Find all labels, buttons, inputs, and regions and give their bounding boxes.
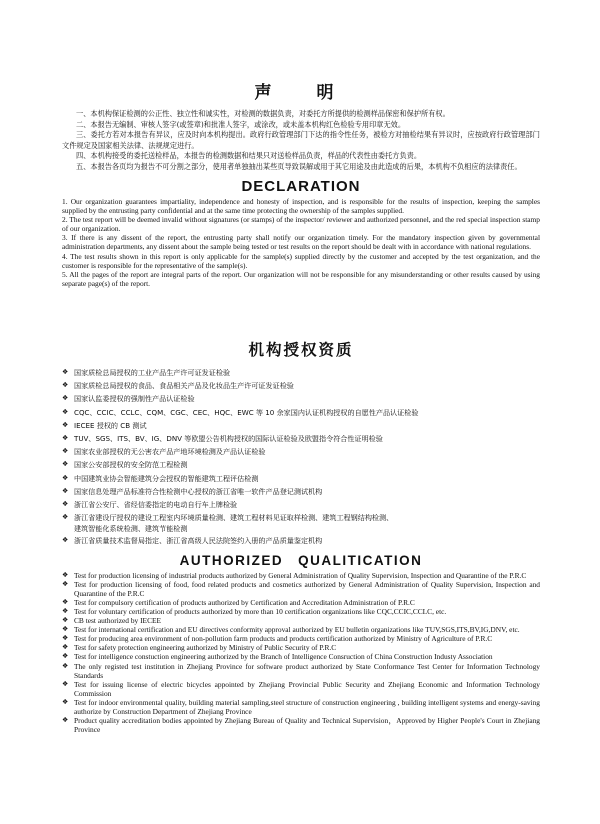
authorization-item (62, 625, 540, 634)
authorization-item (62, 498, 540, 511)
declaration-en-paragraph: 5. All the pages of the report are integral parts of the report. Our organization will not be responsible for any misunderstanding or other results caused by using separate page(s) of the report. (62, 269, 540, 288)
authorization-item (62, 598, 540, 607)
authorization-item-text: 国家信息处理产品标准符合性检测中心授权的浙江省唯一软件产品登记测试机构 (74, 486, 323, 496)
declaration-en-paragraph: 2. The test report will be deemed invalid without signatures (or stamps) of the inspector/ reviewer and authorized personnel, and the red special inspection stamp of our organization. (62, 215, 540, 234)
authorization-item-text: Test for voluntary certification of products authorized by more than 10 certification organizations like CQC,CCIC,CCLC, etc. (74, 606, 447, 616)
declaration-en-paragraph: 1. Our organization guarantees impartiality, independence and honesty of inspection, and is responsible for the results of inspection, keeping the samples supplied by the entrusting party confidential and at the same time protecting the ownership of the samples supplied. (62, 197, 540, 216)
authorization-item-text: Product quality accreditation bodies appointed by Zhejiang Bureau of Quality and Technical Supervision，Approved by Higher People's Court in Zhejiang Province (74, 716, 540, 735)
authorization-item (62, 432, 540, 445)
declaration-cn-paragraph: 一、本机构保证检测的公正性、独立性和诚实性，对检测的数据负责，对委托方所提供的检测样品保密和保护所有权。 (76, 109, 450, 118)
authorization-item-text: 国家公安部授权的安全防范工程检测 (74, 460, 188, 470)
authorization-cn-title: 机构授权资质 (248, 340, 354, 359)
declaration-cn-paragraph: 四、本机构接受的委托送检样品，本报告的检测数据和结果只对送检样品负责，样品的代表性由委托方负责。 (76, 151, 422, 160)
diamond-bullet-icon: ❖ (62, 597, 69, 606)
diamond-bullet-icon: ❖ (62, 697, 69, 706)
authorization-item-text: Test for safety protection engineering authorized by Ministry of Public Security of P.R.C (74, 643, 337, 653)
authorization-item (62, 680, 540, 698)
authorization-item (62, 511, 540, 524)
diamond-bullet-icon: ❖ (62, 407, 69, 416)
authorization-cn-list (62, 366, 540, 548)
diamond-bullet-icon: ❖ (62, 447, 69, 456)
authorization-item-text: 国家农业部授权的无公害农产品产地环境检测及产品认证检验 (74, 447, 266, 457)
authorization-en-list (62, 571, 540, 735)
authorization-item-text: IECEE 授权的 CB 测试 (74, 420, 147, 430)
authorization-item-text: 国家质检总局授权的工业产品生产许可证发证检验 (74, 367, 231, 377)
diamond-bullet-icon: ❖ (62, 661, 69, 670)
authorization-item-text: Test for producing area environment of non-pollution farm products and products certification authorized by Ministry of Agriculture of P.R.C (74, 634, 493, 644)
diamond-bullet-icon: ❖ (62, 625, 69, 634)
authorization-item (62, 571, 540, 580)
authorization-item-text: Test for intelligence constuction engineering authorized by the Branch of Intelligence Consruction of China Construction Industy Association (74, 652, 493, 662)
authorization-item-continuation: 建筑智能化系统检测、建筑节能检测 (74, 524, 188, 534)
diamond-bullet-icon: ❖ (62, 499, 69, 508)
authorization-item (62, 485, 540, 498)
declaration-en-body (62, 197, 540, 288)
declaration-cn-body (62, 109, 540, 172)
authorization-item (62, 643, 540, 652)
authorization-item (62, 419, 540, 432)
diamond-bullet-icon: ❖ (62, 634, 69, 643)
declaration-cn-paragraph: 三、委托方若对本报告有异议，应及时向本机构提出。政府行政管理部门下达的指令性任务，被检方对抽检结果有异议时，应按政府行政管理部门文件规定及国家相关法律、法规规定进行。 (62, 130, 540, 150)
diamond-bullet-icon: ❖ (62, 513, 69, 522)
authorization-item (62, 698, 540, 716)
declaration-cn-paragraph: 五、本报告各页均为报告不可分割之部分，使用者单独抽出某些页导致误解或用于其它用途及由此造成的后果，本机构不负相应的法律责任。 (76, 161, 522, 171)
authorization-item (62, 652, 540, 661)
diamond-bullet-icon: ❖ (62, 679, 69, 688)
authorization-item (62, 406, 540, 419)
diamond-bullet-icon: ❖ (62, 616, 69, 625)
authorization-item-text: 中国建筑业协会智能建筑分会授权的智能建筑工程评估检测 (74, 473, 259, 483)
declaration-cn-title: 声 明 (254, 83, 348, 103)
authorization-item-text: 浙江省建设厅授权的建设工程室内环境质量检测、建筑工程材料见证取样检测、建筑工程钢结构检测、 (74, 513, 394, 523)
authorization-item (62, 634, 540, 643)
authorization-item (62, 607, 540, 616)
diamond-bullet-icon: ❖ (62, 652, 69, 661)
authorization-item-text: Test for international certification and EU directives conformity approval authorized by EU bulletin organizations like TUV,SGS,ITS,BV,IG,DNV, etc. (74, 625, 520, 635)
declaration-en-title: DECLARATION (241, 178, 361, 195)
authorization-item (62, 716, 540, 734)
authorization-item-text: 国家认监委授权的强制性产品认证检验 (74, 394, 195, 404)
authorization-item (62, 534, 540, 547)
authorization-item-text: The only registed test institution in Zhejiang Province for software product authorized by State Conformance Test Center for Information Technology Standards (74, 661, 540, 680)
authorization-item-text: 国家质检总局授权的食品、食品相关产品及化妆品生产许可证发证检验 (74, 381, 294, 391)
authorization-item (62, 662, 540, 680)
authorization-item-text: Test for compulsory certification of products authorized by Certification and Accreditation Administration of P.R.C (74, 597, 415, 607)
diamond-bullet-icon: ❖ (62, 433, 69, 442)
diamond-bullet-icon: ❖ (62, 579, 69, 588)
diamond-bullet-icon: ❖ (62, 570, 69, 579)
diamond-bullet-icon: ❖ (62, 460, 69, 469)
diamond-bullet-icon: ❖ (62, 367, 69, 376)
authorization-item-text: Test for production licensing of industrial products authorized by General Administration of Quality Supervision, Inspection and Quarantine of the P.R.C (74, 570, 527, 580)
authorization-item (62, 392, 540, 405)
authorization-item-text: 浙江省公安厅、省经信委指定的电动自行车上牌检验 (74, 499, 238, 509)
diamond-bullet-icon: ❖ (62, 394, 69, 403)
diamond-bullet-icon: ❖ (62, 536, 69, 545)
authorization-item (62, 458, 540, 471)
declaration-en-paragraph: 4. The test results shown in this report is only applicable for the sample(s) supplied directly by the customer and accepted by the test organization, and the customer is responsible for the representative of the sample(s). (62, 251, 540, 270)
authorization-item-text: TUV、SGS、ITS、BV、IG、DNV 等欧盟公告机构授权的国际认证检验及欧盟指令符合性证明检验 (74, 433, 383, 443)
diamond-bullet-icon: ❖ (62, 473, 69, 482)
diamond-bullet-icon: ❖ (62, 643, 69, 652)
authorization-item (62, 379, 540, 392)
diamond-bullet-icon: ❖ (62, 606, 69, 615)
diamond-bullet-icon: ❖ (62, 486, 69, 495)
diamond-bullet-icon: ❖ (62, 381, 69, 390)
authorization-item (62, 616, 540, 625)
diamond-bullet-icon: ❖ (62, 420, 69, 429)
declaration-en-paragraph: 3. If there is any dissent of the report, the entrusting party shall notify our organization timely. For the mandatory inspection given by governmental administration departments, any dissent about the sample being tested or test results on the report should be dealt with in accordance with national regulations. (62, 233, 540, 252)
declaration-cn-paragraph: 二、本报告无编制、审核人签字(或签章)和批准人签字，或涂改，或未盖本机构红色检验专用印章无效。 (76, 119, 406, 129)
authorization-item-text: CQC、CCIC、CCLC、CQM、CGC、CEC、HQC、EWC 等 10 余家国内认证机构授权的自愿性产品认证检验 (74, 407, 419, 417)
authorization-item (62, 366, 540, 379)
authorization-item-text: Test for indoor environmental quality, building material sampling,steel structure of construction engineering , building intelligent systems and energy-saving authorize by Construction Department of Zhejiang Province (74, 697, 540, 716)
authorization-item (62, 472, 540, 485)
authorization-item-text: CB test authorized by IECEE (74, 616, 162, 626)
authorization-item (62, 445, 540, 458)
diamond-bullet-icon: ❖ (62, 716, 69, 725)
authorization-item (62, 580, 540, 598)
authorization-item-text: Test for issuing license of electric bicycles appointed by Zhejiang Provincial Public Security and Zhejiang Economic and Information Technology Commission (74, 679, 540, 698)
authorization-en-title: AUTHORIZED QUALITICATION (179, 552, 423, 568)
authorization-item-text: Test for production licensing of food, food related products and cosmetics authorized by General Administration of Quality Supervision, Inspection and Quarantine of the P.R.C (74, 579, 540, 598)
authorization-item-text: 浙江省质量技术监督局指定、浙江省高级人民法院签约入册的产品质量鉴定机构 (74, 536, 323, 546)
